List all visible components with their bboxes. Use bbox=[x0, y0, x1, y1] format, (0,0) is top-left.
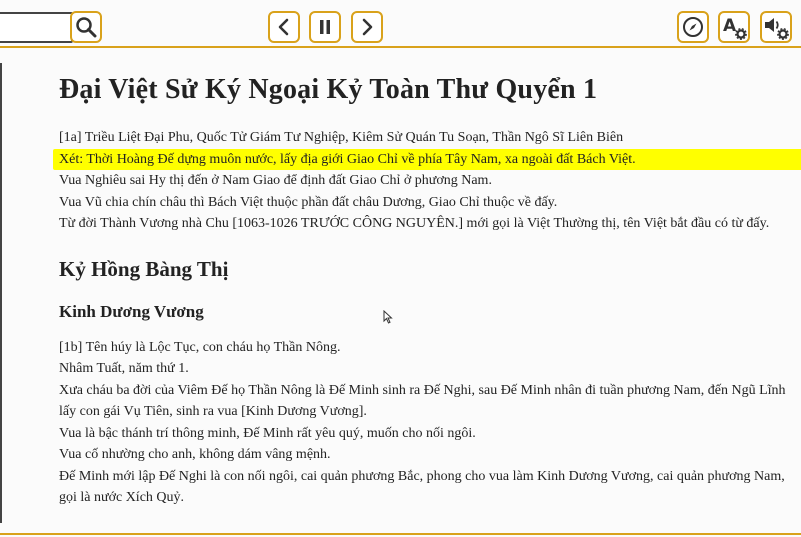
section-title: Kỷ Hồng Bàng Thị bbox=[59, 256, 229, 281]
next-button[interactable] bbox=[351, 11, 383, 43]
bottom-divider bbox=[0, 533, 801, 535]
text-line: Vua là bậc thánh trí thông minh, Đế Minh rất yêu quý, muốn cho nối ngôi. bbox=[59, 425, 476, 441]
previous-button[interactable] bbox=[268, 11, 300, 43]
text-line: Vua Vũ chia chín châu thì Bách Việt thuộc phần đất châu Dương, Giao Chỉ thuộc về đấy. bbox=[59, 194, 558, 210]
subsection-title: Kinh Dương Vương bbox=[59, 301, 204, 321]
text-line: Đế Minh mới lập Đế Nghi là con nối ngôi, cai quản phương Bắc, phong cho vua làm Kinh Dương Vương, cai quản phương Nam, gọi là nước Xích Quỷ. bbox=[59, 468, 785, 505]
page-title: Đại Việt Sử Ký Ngoại Kỷ Toàn Thư Quyển 1 bbox=[59, 74, 598, 105]
audio-settings-icon bbox=[763, 14, 789, 40]
mouse-cursor-icon bbox=[383, 310, 393, 324]
text-line: [1a] Triều Liệt Đại Phu, Quốc Tử Giám Tư Nghiệp, Kiêm Sử Quán Tu Soạn, Thần Ngô Sĩ Liên Biên bbox=[59, 130, 624, 145]
search-input[interactable] bbox=[0, 12, 73, 43]
font-settings-icon bbox=[721, 14, 747, 40]
compass-icon bbox=[682, 16, 704, 38]
intro-paragraph bbox=[59, 127, 789, 235]
search-icon bbox=[75, 16, 97, 38]
text-line: [1b] Tên húy là Lộc Tục, con cháu họ Thần Nông. bbox=[59, 339, 341, 355]
text-line: Từ đời Thành Vương nhà Chu [1063-1026 TRƯỚC CÔNG NGUYÊN.] mới gọi là Việt Thường thị, tên Việt bắt đầu có từ đấy. bbox=[59, 216, 770, 231]
search-button[interactable] bbox=[70, 11, 102, 43]
body-paragraph bbox=[59, 337, 789, 509]
audio-settings-button[interactable] bbox=[760, 11, 792, 43]
text-line: Xưa cháu ba đời của Viêm Đế họ Thần Nông là Đế Minh sinh ra Đế Nghi, sau Đế Minh nhân đi tuần phương Nam, đến Ngũ Lĩnh lấy con gái Vụ Tiên, sinh ra vua [Kinh Dương Vương]. bbox=[59, 382, 786, 419]
svg-text:A: A bbox=[723, 16, 737, 36]
pause-button[interactable] bbox=[309, 11, 341, 43]
chevron-right-icon bbox=[357, 17, 377, 37]
document-content bbox=[59, 70, 789, 509]
pause-icon bbox=[315, 17, 335, 37]
highlighted-sentence[interactable]: Xét: Thời Hoàng Đế dựng muôn nước, lấy địa giới Giao Chỉ về phía Tây Nam, xa ngoài đất Bách Việt. bbox=[53, 149, 801, 171]
left-divider bbox=[0, 63, 2, 523]
text-line: Vua Nghiêu sai Hy thị đến ở Nam Giao để định đất Giao Chỉ ở phương Nam. bbox=[59, 173, 492, 188]
toolbar bbox=[0, 0, 801, 48]
font-settings-button[interactable] bbox=[718, 11, 750, 43]
chevron-left-icon bbox=[274, 17, 294, 37]
text-line: Vua cố nhường cho anh, không dám vâng mệnh. bbox=[59, 447, 331, 462]
text-line: Nhâm Tuất, năm thứ 1. bbox=[59, 361, 189, 376]
compass-button[interactable] bbox=[677, 11, 709, 43]
